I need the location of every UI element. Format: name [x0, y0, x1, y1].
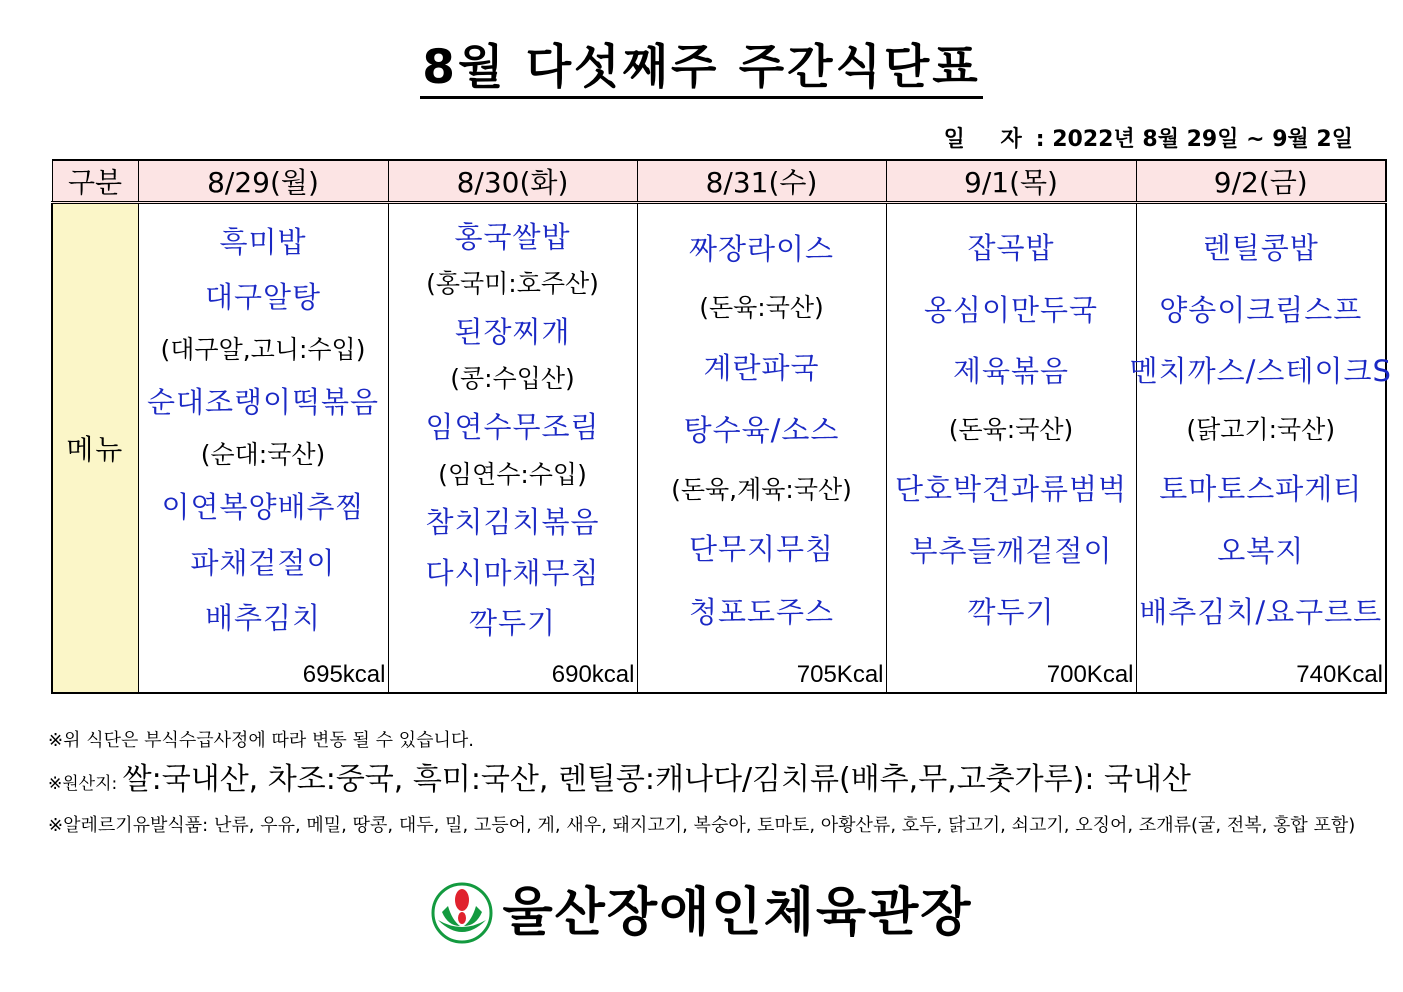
day-header-fri: 9/2(금): [1136, 160, 1386, 203]
origin-notice: [48, 760, 1368, 804]
menu-item: 양송이크림스프: [1159, 292, 1363, 327]
kcal-value: 700Kcal: [1046, 661, 1134, 688]
ulsan-disabled-sports-logo-icon: [430, 882, 494, 944]
menu-item: 계란파국: [703, 350, 820, 385]
origin-prefix: ※원산지:: [48, 774, 118, 794]
origin-note: (임연수:수입): [438, 459, 587, 489]
origin-note: (돈육,계육:국산): [671, 474, 852, 504]
menu-items-list: [1129, 204, 1392, 656]
page-title-wrap: [0, 40, 1403, 99]
menu-row-label: 메뉴: [52, 203, 138, 694]
menu-item: 된장찌개: [454, 314, 571, 349]
day-header-thu: 9/1(목): [886, 160, 1136, 203]
menu-items-list: [389, 204, 637, 656]
date-value: : 2022년 8월 29일 ~ 9월 2일: [1035, 127, 1353, 152]
page-title: 8월 다섯째주 주간식단표: [420, 40, 982, 99]
menu-item: 옹심이만두국: [923, 292, 1099, 327]
day-header-wed: 8/31(수): [637, 160, 886, 203]
kcal-value: 705Kcal: [796, 661, 884, 688]
day-cell: [388, 203, 637, 694]
menu-item: 흑미밥: [219, 224, 307, 259]
day-header-mon: 8/29(월): [138, 160, 388, 203]
day-cell: [138, 203, 388, 694]
menu-item: 오복지: [1217, 533, 1305, 568]
date-label: 일 자: [943, 127, 1036, 152]
kcal-value: 740Kcal: [1296, 661, 1383, 688]
origin-note: (순대:국산): [200, 439, 326, 469]
day-header-tue: 8/30(화): [388, 160, 637, 203]
menu-item: 렌틸콩밥: [1202, 230, 1319, 265]
footer-logo: [0, 880, 1403, 946]
weekly-menu-table: [51, 159, 1392, 694]
notes-section: [48, 728, 1368, 841]
menu-item: 대구알탕: [204, 280, 322, 315]
menu-item: 임연수무조림: [425, 409, 600, 444]
menu-items-list: [887, 204, 1136, 656]
day-cell: [1129, 203, 1392, 694]
kcal-value: 695kcal: [302, 661, 386, 688]
origin-note: (대구알,고니:수입): [160, 334, 366, 364]
menu-item: 이연복양배추찜: [161, 490, 365, 525]
origin-note: (홍국미:호주산): [426, 269, 599, 299]
change-notice: ※위 식단은 부식수급사정에 따라 변동 될 수 있습니다.: [48, 730, 475, 751]
origin-note: (닭고기:국산): [1186, 415, 1336, 444]
origin-note: (돈육:국산): [699, 293, 824, 322]
menu-items-list: [139, 204, 388, 656]
menu-item: 깍두기: [967, 595, 1055, 630]
menu-item: 토마토스파게티: [1159, 471, 1363, 506]
menu-item: 잡곡밥: [967, 230, 1055, 265]
menu-items-list: [638, 204, 886, 656]
menu-item: 파채겉절이: [190, 545, 336, 580]
corner-label: 구분: [52, 160, 138, 203]
menu-item: 참치김치볶음: [425, 505, 600, 540]
date-range: [944, 122, 1353, 153]
menu-item: 멘치까스/스테이크S: [1129, 354, 1392, 389]
menu-item: 다시마채무침: [425, 555, 600, 590]
menu-item: 부추들깨겉절이: [909, 533, 1113, 568]
day-cell: [637, 203, 886, 694]
menu-item: 제육볶음: [952, 354, 1070, 389]
menu-item: 홍국쌀밥: [454, 219, 571, 254]
allergy-notice: ※알레르기유발식품: 난류, 우유, 메밀, 땅콩, 대두, 밀, 고등어, 게, 새우, 돼지고기, 복숭아, 토마토, 아황산류, 호두, 닭고기, 쇠고기, 오징어, 조개류(굴, 전복, 홍합 포함): [48, 815, 1356, 836]
menu-item: 청포도주스: [688, 594, 835, 629]
origin-note: (돈육:국산): [948, 415, 1074, 444]
organization-name: 울산장애인체육관장: [502, 883, 973, 943]
menu-item: 배추김치: [204, 601, 322, 636]
menu-item: 단호박견과류범벅: [894, 471, 1128, 506]
day-cell: [886, 203, 1136, 694]
menu-item: 탕수육/소스: [683, 413, 840, 447]
menu-item: 깍두기: [468, 606, 557, 641]
menu-item: 짜장라이스: [688, 231, 835, 266]
menu-item: 배추김치/요구르트: [1139, 595, 1383, 630]
kcal-value: 690kcal: [551, 661, 635, 688]
menu-item: 단무지무침: [688, 532, 835, 566]
header-row: [52, 160, 1386, 203]
menu-item: 순대조랭이떡볶음: [146, 385, 380, 420]
origin-note: (콩:수입산): [450, 364, 575, 394]
menu-row: [52, 203, 1386, 694]
origin-text: 쌀:국내산, 차조:중국, 흑미:국산, 렌틸콩:캐나다/김치류(배추,무,고춧가루): 국내산: [122, 762, 1191, 797]
